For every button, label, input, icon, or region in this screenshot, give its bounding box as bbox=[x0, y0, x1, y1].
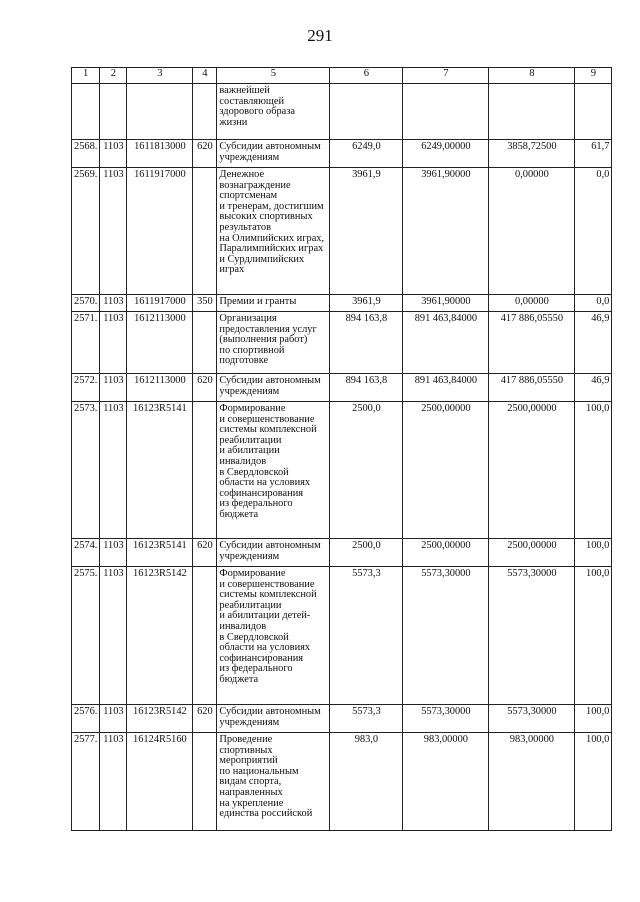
row-number: 2576. bbox=[72, 705, 100, 733]
table-row bbox=[72, 295, 612, 312]
adjusted-amount: 891 463,84000 bbox=[403, 312, 489, 374]
item-name: Денежное вознаграждение спортсменам и тренерам, достигшим высоких спортивных результатов на Олимпийских играх, Паралимпийских играх и Сурдлимпийских играх bbox=[217, 168, 330, 295]
adjusted-amount: 5573,30000 bbox=[403, 567, 489, 705]
table-row bbox=[72, 567, 612, 705]
table-row bbox=[72, 733, 612, 831]
planned-amount: 983,0 bbox=[330, 733, 403, 831]
executed-amount: 417 886,05550 bbox=[489, 312, 575, 374]
executed-amount: 2500,00000 bbox=[489, 539, 575, 567]
target-code: 1611813000 bbox=[127, 140, 193, 168]
section-code bbox=[100, 84, 127, 140]
target-code: 1612113000 bbox=[127, 312, 193, 374]
column-header-3: 3 bbox=[127, 68, 193, 84]
executed-amount: 417 886,05550 bbox=[489, 374, 575, 402]
adjusted-amount: 2500,00000 bbox=[403, 402, 489, 539]
target-code: 16123R5141 bbox=[127, 539, 193, 567]
execution-percent: 100,0 bbox=[575, 539, 612, 567]
planned-amount: 2500,0 bbox=[330, 539, 403, 567]
section-code: 1103 bbox=[100, 140, 127, 168]
section-code: 1103 bbox=[100, 295, 127, 312]
execution-percent: 100,0 bbox=[575, 733, 612, 831]
adjusted-amount: 983,00000 bbox=[403, 733, 489, 831]
executed-amount: 2500,00000 bbox=[489, 402, 575, 539]
adjusted-amount: 3961,90000 bbox=[403, 295, 489, 312]
planned-amount: 894 163,8 bbox=[330, 374, 403, 402]
table-row bbox=[72, 705, 612, 733]
executed-amount: 0,00000 bbox=[489, 168, 575, 295]
section-code: 1103 bbox=[100, 567, 127, 705]
column-header-7: 7 bbox=[403, 68, 489, 84]
row-number: 2568. bbox=[72, 140, 100, 168]
execution-percent: 0,0 bbox=[575, 168, 612, 295]
table-row bbox=[72, 402, 612, 539]
planned-amount: 3961,9 bbox=[330, 295, 403, 312]
expense-type-code: 620 bbox=[193, 374, 217, 402]
item-name: Субсидии автономным учреждениям bbox=[217, 705, 330, 733]
item-name: Субсидии автономным учреждениям bbox=[217, 539, 330, 567]
row-number: 2569. bbox=[72, 168, 100, 295]
expense-type-code bbox=[193, 733, 217, 831]
target-code: 1611917000 bbox=[127, 168, 193, 295]
budget-table bbox=[71, 67, 612, 831]
target-code: 16123R5142 bbox=[127, 705, 193, 733]
adjusted-amount: 3961,90000 bbox=[403, 168, 489, 295]
expense-type-code bbox=[193, 312, 217, 374]
executed-amount: 5573,30000 bbox=[489, 705, 575, 733]
executed-amount: 3858,72500 bbox=[489, 140, 575, 168]
expense-type-code: 620 bbox=[193, 705, 217, 733]
adjusted-amount bbox=[403, 84, 489, 140]
table-body bbox=[72, 84, 612, 831]
adjusted-amount: 5573,30000 bbox=[403, 705, 489, 733]
section-code: 1103 bbox=[100, 402, 127, 539]
executed-amount: 983,00000 bbox=[489, 733, 575, 831]
section-code: 1103 bbox=[100, 705, 127, 733]
table-row bbox=[72, 140, 612, 168]
table-header-row bbox=[72, 68, 612, 84]
executed-amount: 0,00000 bbox=[489, 295, 575, 312]
item-name: Субсидии автономным учреждениям bbox=[217, 140, 330, 168]
page-number: 291 bbox=[307, 26, 333, 45]
adjusted-amount: 891 463,84000 bbox=[403, 374, 489, 402]
section-code: 1103 bbox=[100, 168, 127, 295]
target-code: 16123R5142 bbox=[127, 567, 193, 705]
execution-percent: 46,9 bbox=[575, 374, 612, 402]
target-code: 16124R5160 bbox=[127, 733, 193, 831]
adjusted-amount: 6249,00000 bbox=[403, 140, 489, 168]
item-name: Премии и гранты bbox=[217, 295, 330, 312]
execution-percent: 61,7 bbox=[575, 140, 612, 168]
row-number: 2570. bbox=[72, 295, 100, 312]
table-row bbox=[72, 374, 612, 402]
item-name: Формирование и совершенствование системы комплексной реабилитации и абилитации инвалидов в Свердловской области на условиях софинансирования из федерального бюджета bbox=[217, 402, 330, 539]
column-header-9: 9 bbox=[575, 68, 612, 84]
item-name: Организация предоставления услуг (выполнения работ) по спортивной подготовке bbox=[217, 312, 330, 374]
row-number: 2571. bbox=[72, 312, 100, 374]
planned-amount: 894 163,8 bbox=[330, 312, 403, 374]
planned-amount: 6249,0 bbox=[330, 140, 403, 168]
section-code: 1103 bbox=[100, 539, 127, 567]
execution-percent: 46,9 bbox=[575, 312, 612, 374]
target-code bbox=[127, 84, 193, 140]
item-name: Проведение спортивных мероприятий по национальным видам спорта, направленных на укрепление единства российской bbox=[217, 733, 330, 831]
table-row bbox=[72, 168, 612, 295]
expense-type-code bbox=[193, 168, 217, 295]
table-row bbox=[72, 539, 612, 567]
target-code: 16123R5141 bbox=[127, 402, 193, 539]
adjusted-amount: 2500,00000 bbox=[403, 539, 489, 567]
expense-type-code bbox=[193, 567, 217, 705]
planned-amount: 5573,3 bbox=[330, 567, 403, 705]
column-header-4: 4 bbox=[193, 68, 217, 84]
planned-amount: 5573,3 bbox=[330, 705, 403, 733]
section-code: 1103 bbox=[100, 733, 127, 831]
execution-percent: 100,0 bbox=[575, 567, 612, 705]
expense-type-code: 620 bbox=[193, 140, 217, 168]
execution-percent: 100,0 bbox=[575, 705, 612, 733]
item-name: важнейшей составляющей здорового образа жизни bbox=[217, 84, 330, 140]
execution-percent: 0,0 bbox=[575, 295, 612, 312]
section-code: 1103 bbox=[100, 374, 127, 402]
target-code: 1611917000 bbox=[127, 295, 193, 312]
planned-amount: 2500,0 bbox=[330, 402, 403, 539]
column-header-6: 6 bbox=[330, 68, 403, 84]
column-header-1: 1 bbox=[72, 68, 100, 84]
section-code: 1103 bbox=[100, 312, 127, 374]
row-number: 2573. bbox=[72, 402, 100, 539]
row-number: 2574. bbox=[72, 539, 100, 567]
column-header-8: 8 bbox=[489, 68, 575, 84]
expense-type-code bbox=[193, 402, 217, 539]
execution-percent: 100,0 bbox=[575, 402, 612, 539]
expense-type-code: 350 bbox=[193, 295, 217, 312]
column-header-2: 2 bbox=[100, 68, 127, 84]
row-number: 2572. bbox=[72, 374, 100, 402]
table-row bbox=[72, 312, 612, 374]
planned-amount: 3961,9 bbox=[330, 168, 403, 295]
planned-amount bbox=[330, 84, 403, 140]
expense-type-code: 620 bbox=[193, 539, 217, 567]
row-number: 2577. bbox=[72, 733, 100, 831]
executed-amount bbox=[489, 84, 575, 140]
executed-amount: 5573,30000 bbox=[489, 567, 575, 705]
item-name: Формирование и совершенствование системы комплексной реабилитации и абилитации детей- инвалидов в Свердловской области на условиях софинансирования из федерального бюджета bbox=[217, 567, 330, 705]
item-name: Субсидии автономным учреждениям bbox=[217, 374, 330, 402]
column-header-5: 5 bbox=[217, 68, 330, 84]
expense-type-code bbox=[193, 84, 217, 140]
row-number: 2575. bbox=[72, 567, 100, 705]
execution-percent bbox=[575, 84, 612, 140]
row-number bbox=[72, 84, 100, 140]
target-code: 1612113000 bbox=[127, 374, 193, 402]
table-row bbox=[72, 84, 612, 140]
